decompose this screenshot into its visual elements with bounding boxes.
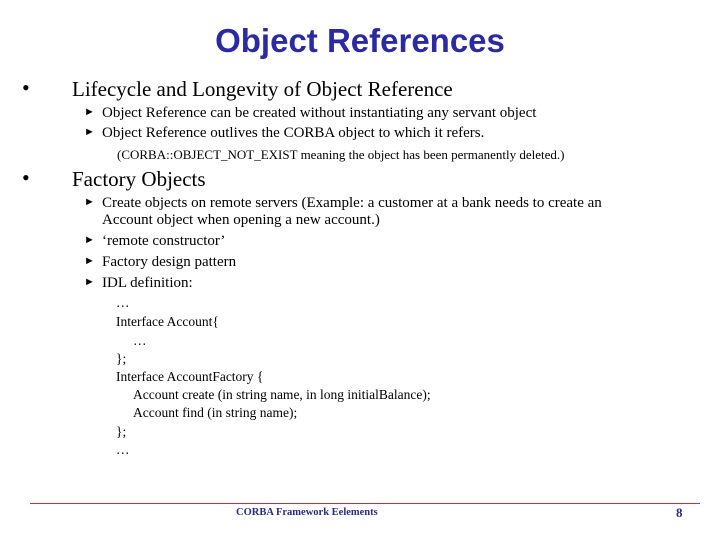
code-line: Interface AccountFactory { — [116, 369, 264, 384]
triangle-bullet-icon: ► — [84, 106, 95, 118]
sub-bullet-text: Account object when opening a new account.) — [102, 212, 380, 228]
bullet-dot-icon: • — [22, 75, 30, 100]
code-line: Interface Account{ — [116, 314, 219, 329]
code-line: }; — [116, 351, 127, 366]
sub-bullet-text: Create objects on remote servers (Example: a customer at a bank needs to create an — [102, 195, 602, 211]
footer-divider — [30, 503, 700, 504]
triangle-bullet-icon: ► — [84, 234, 95, 246]
code-line: … — [116, 295, 130, 310]
note-text: (CORBA::OBJECT_NOT_EXIST meaning the object has been permanently deleted.) — [117, 147, 565, 162]
code-line: }; — [116, 424, 127, 439]
code-line: Account create (in string name, in long initialBalance); — [133, 387, 431, 402]
footer-text: CORBA Framework Eelements — [236, 507, 378, 518]
bullet-text: Factory Objects — [72, 167, 206, 191]
sub-bullet-text: Object Reference outlives the CORBA object to which it refers. — [102, 125, 485, 141]
bullet-text: Lifecycle and Longevity of Object Reference — [72, 77, 453, 101]
code-line: Account find (in string name); — [133, 405, 298, 420]
code-line: … — [116, 442, 130, 457]
sub-bullet-text: ‘remote constructor’ — [102, 233, 226, 249]
triangle-bullet-icon: ► — [84, 276, 95, 288]
code-line: … — [133, 333, 147, 348]
sub-bullet-text: Object Reference can be created without instantiating any servant object — [102, 105, 537, 121]
slide-title: Object References — [215, 22, 505, 59]
sub-bullet-text: Factory design pattern — [102, 254, 237, 270]
triangle-bullet-icon: ► — [84, 126, 95, 138]
page-number: 8 — [676, 505, 683, 520]
triangle-bullet-icon: ► — [84, 196, 95, 208]
triangle-bullet-icon: ► — [84, 255, 95, 267]
sub-bullet-text: IDL definition: — [102, 275, 193, 291]
bullet-dot-icon: • — [22, 165, 30, 190]
